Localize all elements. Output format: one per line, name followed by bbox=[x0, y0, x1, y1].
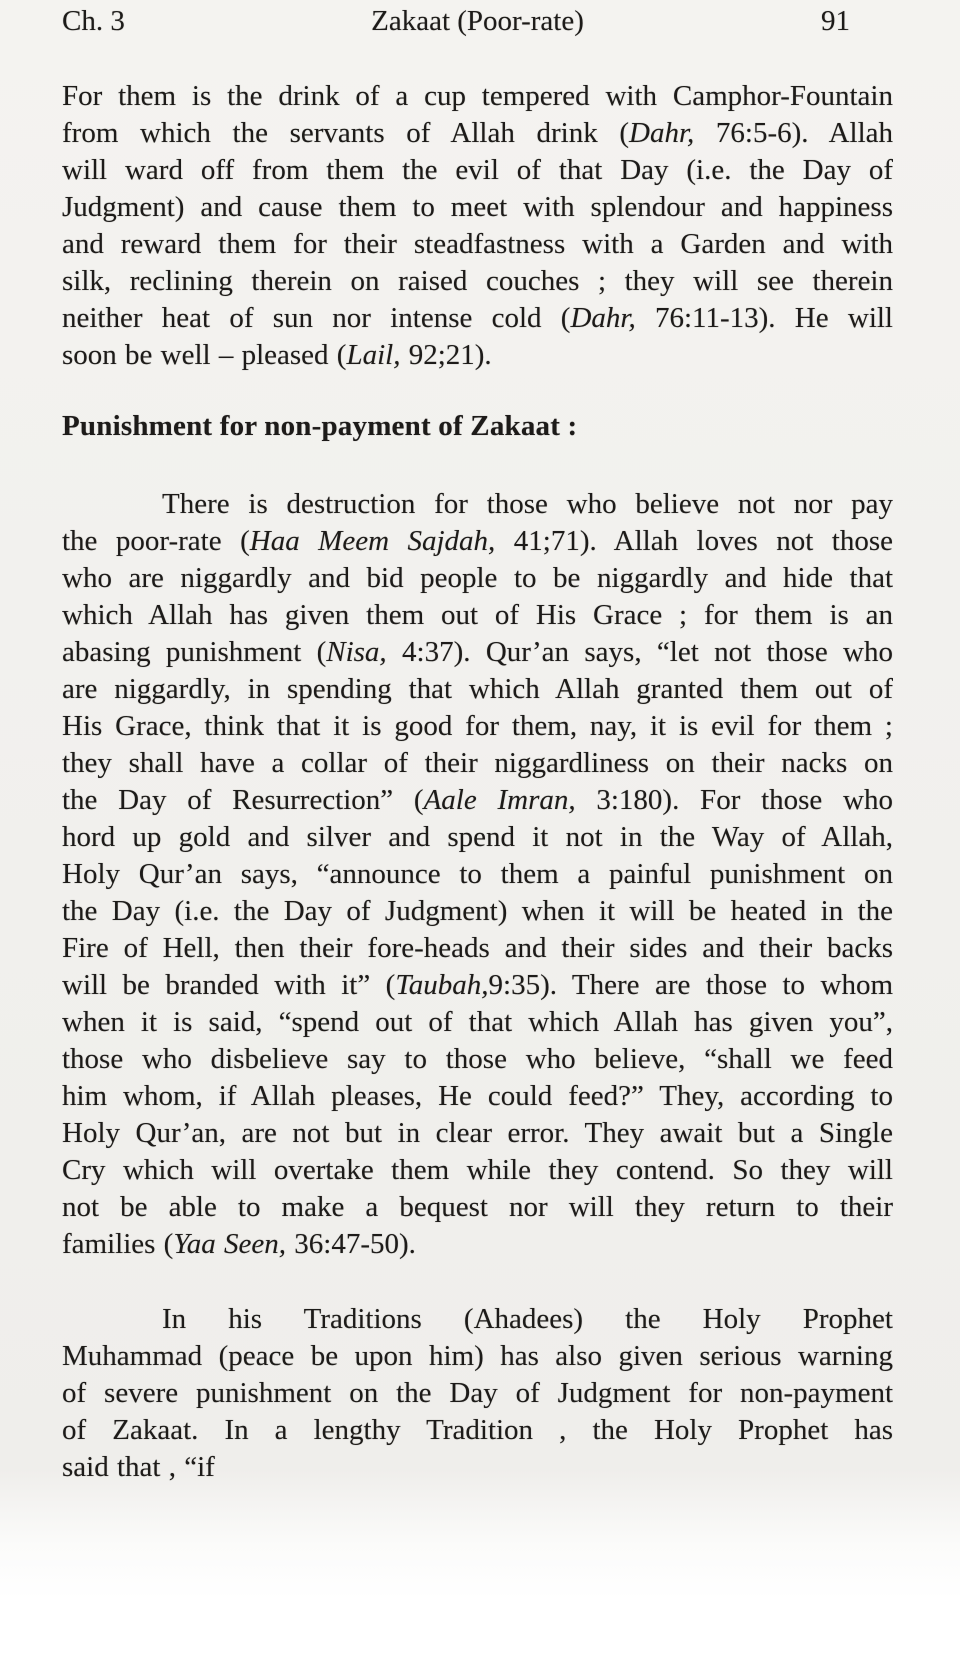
text-line: those who disbelieve say to those who believe, “shall we feed bbox=[62, 1043, 893, 1075]
section-heading: Punishment for non-payment of Zakaat : bbox=[62, 410, 578, 442]
text-line: soon be well – pleased (Lail, 92;21). bbox=[62, 339, 492, 371]
text-line: the poor-rate (Haa Meem Sajdah, 41;71). Allah loves not those bbox=[62, 525, 893, 557]
text-line: Judgment) and cause them to meet with splendour and happiness bbox=[62, 191, 893, 223]
text-line: not be able to make a bequest nor will they return to their bbox=[62, 1191, 893, 1223]
text-line: said that , “if bbox=[62, 1451, 215, 1483]
text-line: Muhammad (peace be upon him) has also given serious warning bbox=[62, 1340, 893, 1372]
text-line: In his Traditions (Ahadees) the Holy Prophet bbox=[162, 1303, 893, 1335]
paragraph bbox=[62, 1301, 893, 1486]
page-header bbox=[62, 3, 893, 40]
text-line: when it is said, “spend out of that which Allah has given you”, bbox=[62, 1006, 893, 1038]
text-line: Fire of Hell, then their fore-heads and their sides and their backs bbox=[62, 932, 893, 964]
text-line: families (Yaa Seen, 36:47-50). bbox=[62, 1228, 416, 1260]
text-line: Holy Qur’an, are not but in clear error. They await but a Single bbox=[62, 1117, 893, 1149]
text-line: and reward them for their steadfastness with a Garden and with bbox=[62, 228, 893, 260]
text-line: hord up gold and silver and spend it not in the Way of Allah, bbox=[62, 821, 893, 853]
text-line: of Zakaat. In a lengthy Tradition , the Holy Prophet has bbox=[62, 1414, 893, 1446]
text-line: which Allah has given them out of His Grace ; for them is an bbox=[62, 599, 893, 631]
text-line: silk, reclining therein on raised couches ; they will see therein bbox=[62, 265, 893, 297]
text-line: who are niggardly and bid people to be niggardly and hide that bbox=[62, 562, 893, 594]
text-line: will be branded with it” (Taubah,9:35). There are those to whom bbox=[62, 969, 893, 1001]
text-line: they shall have a collar of their niggardliness on their nacks on bbox=[62, 747, 893, 779]
paragraph bbox=[62, 78, 893, 374]
text-line: abasing punishment (Nisa, 4:37). Qur’an says, “let not those who bbox=[62, 636, 893, 668]
text-line: him whom, if Allah pleases, He could feed?” They, according to bbox=[62, 1080, 893, 1112]
text-line: There is destruction for those who believe not nor pay bbox=[162, 488, 893, 520]
text-line: His Grace, think that it is good for them, nay, it is evil for them ; bbox=[62, 710, 893, 742]
text-line: For them is the drink of a cup tempered with Camphor-Fountain bbox=[62, 80, 893, 112]
page-body bbox=[62, 78, 893, 1486]
text-line: of severe punishment on the Day of Judgment for non-payment bbox=[62, 1377, 893, 1409]
text-line: from which the servants of Allah drink (Dahr, 76:5-6). Allah bbox=[62, 117, 893, 149]
paragraph bbox=[62, 486, 893, 1263]
page-number: 91 bbox=[821, 5, 850, 37]
text-line: will ward off from them the evil of that Day (i.e. the Day of bbox=[62, 154, 893, 186]
running-title: Zakaat (Poor-rate) bbox=[371, 5, 584, 37]
text-line: are niggardly, in spending that which Allah granted them out of bbox=[62, 673, 893, 705]
text-line: the Day of Resurrection” (Aale Imran, 3:180). For those who bbox=[62, 784, 893, 816]
text-line: the Day (i.e. the Day of Judgment) when it will be heated in the bbox=[62, 895, 893, 927]
text-line: Holy Qur’an says, “announce to them a painful punishment on bbox=[62, 858, 893, 890]
text-line: Cry which will overtake them while they contend. So they will bbox=[62, 1154, 893, 1186]
text-line: neither heat of sun nor intense cold (Dahr, 76:11-13). He will bbox=[62, 302, 893, 334]
chapter-label: Ch. 3 bbox=[62, 5, 125, 37]
